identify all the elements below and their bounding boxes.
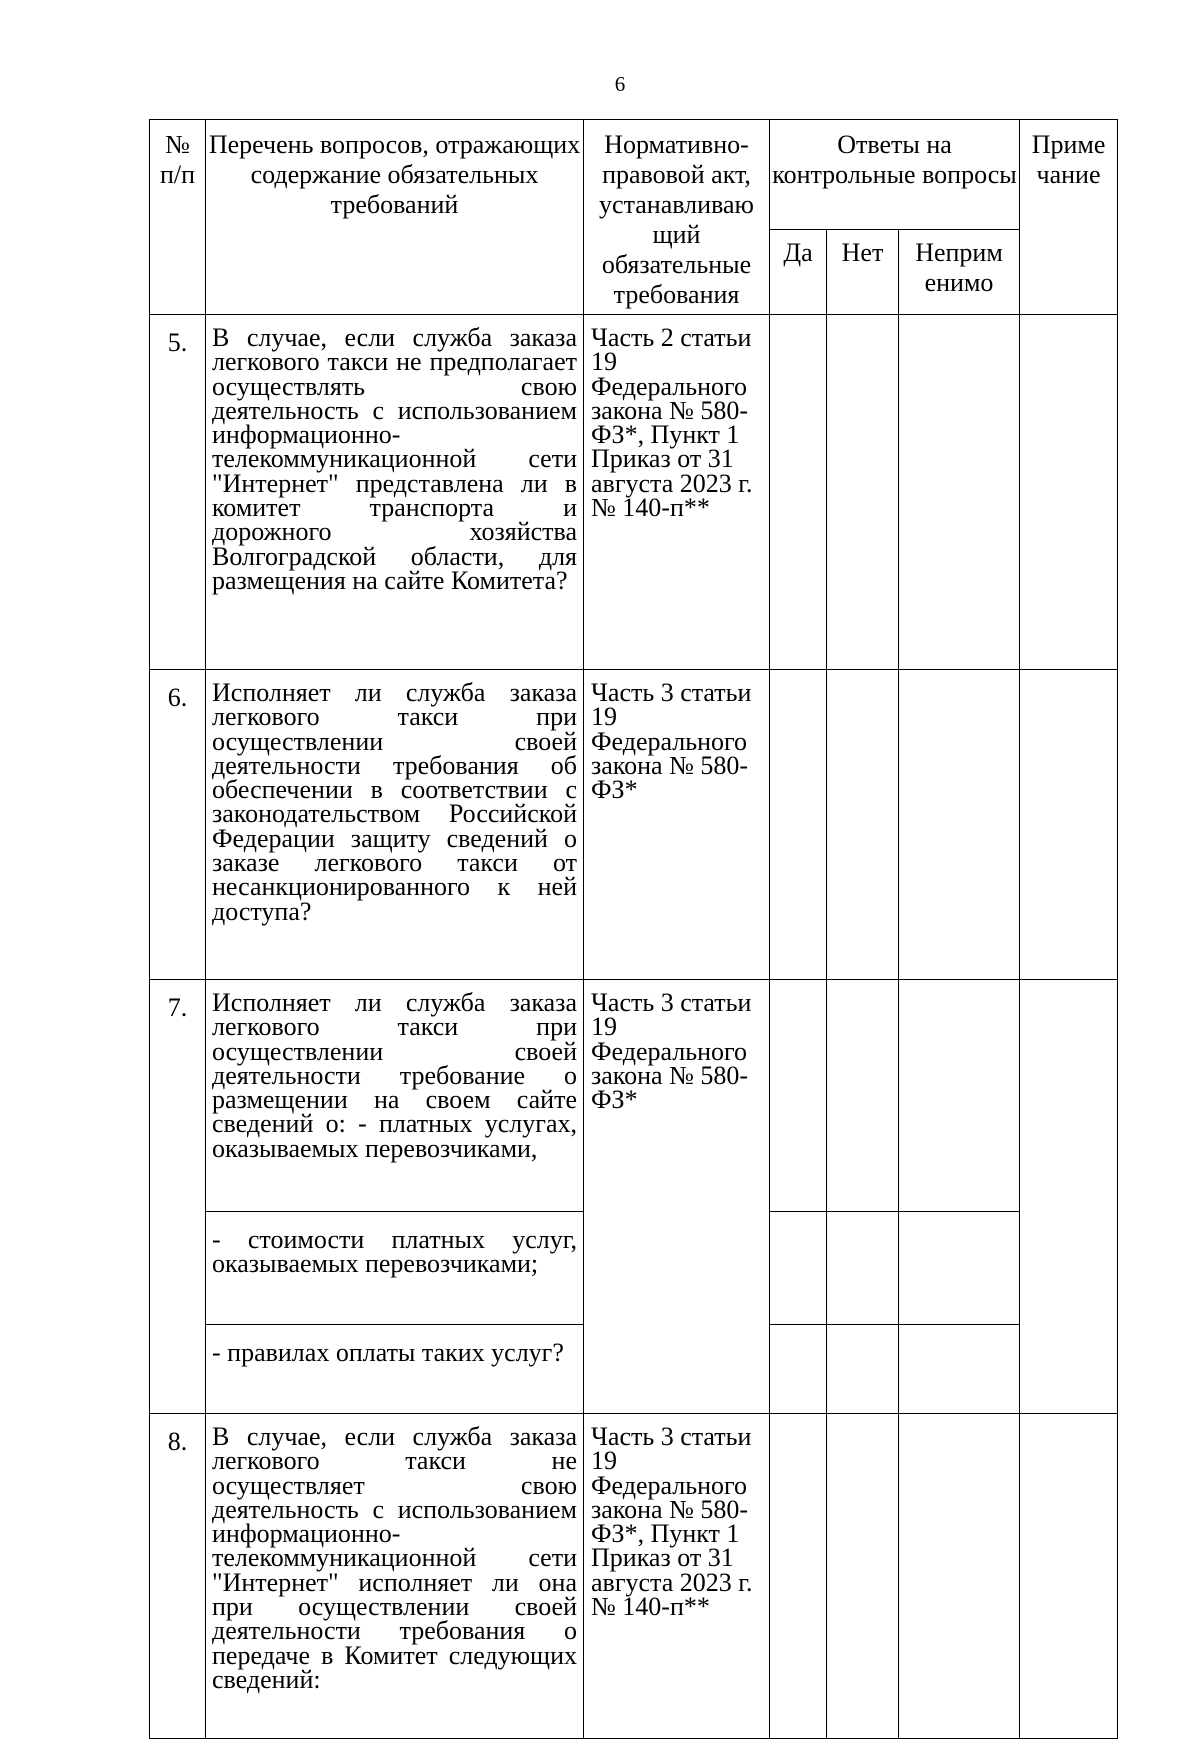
row-number: 7.: [150, 980, 206, 1414]
header-questions: Перечень вопросов, отражающих содержание обязательных требований: [206, 120, 584, 315]
note-cell[interactable]: [1020, 980, 1118, 1414]
answer-yes-cell[interactable]: [770, 1325, 827, 1414]
law-reference: Часть 3 статьи 19 Федерального закона № 580-ФЗ*: [584, 670, 770, 980]
answer-na-cell[interactable]: [899, 1212, 1020, 1325]
question-text: - стоимости платных услуг, оказываемых перевозчиками;: [206, 1212, 584, 1325]
row-number: 5.: [150, 315, 206, 670]
row-number: 6.: [150, 670, 206, 980]
answer-yes-cell[interactable]: [770, 315, 827, 670]
answer-na-cell[interactable]: [899, 1414, 1020, 1739]
row-number: 8.: [150, 1414, 206, 1739]
header-num: № п/п: [150, 120, 206, 315]
question-text: В случае, если служба заказа легкового такси не осуществляет свою деятельность с использованием информационно-телекоммуникационной сети "Интернет" исполняет ли она при осуществлении своей деятельности требования о передаче в Комитет следующих сведений:: [206, 1414, 584, 1739]
answer-na-cell[interactable]: [899, 670, 1020, 980]
answer-no-cell[interactable]: [827, 1212, 899, 1325]
header-answers: Ответы на контрольные вопросы: [770, 120, 1020, 230]
answer-na-cell[interactable]: [899, 980, 1020, 1212]
page-number: 6: [614, 72, 626, 96]
header-note: Приме чание: [1020, 120, 1118, 315]
header-no: Нет: [827, 230, 899, 315]
law-reference: Часть 3 статьи 19 Федерального закона № 580-ФЗ*, Пункт 1 Приказ от 31 августа 2023 г. № 140-п**: [584, 1414, 770, 1739]
table-row: [150, 315, 1118, 670]
answer-yes-cell[interactable]: [770, 980, 827, 1212]
header-yes: Да: [770, 230, 827, 315]
answer-yes-cell[interactable]: [770, 1212, 827, 1325]
table-row: [150, 670, 1118, 980]
law-reference: Часть 2 статьи 19 Федерального закона № 580-ФЗ*, Пункт 1 Приказ от 31 августа 2023 г. № 140-п**: [584, 315, 770, 670]
note-cell[interactable]: [1020, 670, 1118, 980]
question-text: Исполняет ли служба заказа легкового такси при осуществлении своей деятельности требование о размещении на своем сайте сведений о: - платных услугах, оказываемых перевозчиками,: [206, 980, 584, 1212]
answer-yes-cell[interactable]: [770, 1414, 827, 1739]
table-row: [150, 980, 1118, 1212]
header-law: Нормативно-правовой акт, устанавливаю щий обязательные требования: [584, 120, 770, 315]
question-text: - правилах оплаты таких услуг?: [206, 1325, 584, 1414]
law-reference: Часть 3 статьи 19 Федерального закона № 580-ФЗ*: [584, 980, 770, 1414]
answer-no-cell[interactable]: [827, 670, 899, 980]
table-row: [150, 1414, 1118, 1739]
header-row: [150, 120, 1118, 230]
question-text: В случае, если служба заказа легкового такси не предполагает осуществлять свою деятельность с использованием информационно-телекоммуникационной сети "Интернет" представлена ли в комитет транспорта и дорожного хозяйства Волгоградской области, для размещения на сайте Комитета?: [206, 315, 584, 670]
answer-yes-cell[interactable]: [770, 670, 827, 980]
note-cell[interactable]: [1020, 1414, 1118, 1739]
question-text: Исполняет ли служба заказа легкового такси при осуществлении своей деятельности требования об обеспечении в соответствии с законодательством Российской Федерации защиту сведений о заказе легкового такси от несанкционированного к ней доступа?: [206, 670, 584, 980]
header-not-applicable: Неприм енимо: [899, 230, 1020, 315]
answer-na-cell[interactable]: [899, 1325, 1020, 1414]
answer-no-cell[interactable]: [827, 1414, 899, 1739]
answer-no-cell[interactable]: [827, 315, 899, 670]
answer-na-cell[interactable]: [899, 315, 1020, 670]
note-cell[interactable]: [1020, 315, 1118, 670]
answer-no-cell[interactable]: [827, 980, 899, 1212]
checklist-table: [149, 119, 1118, 1739]
answer-no-cell[interactable]: [827, 1325, 899, 1414]
